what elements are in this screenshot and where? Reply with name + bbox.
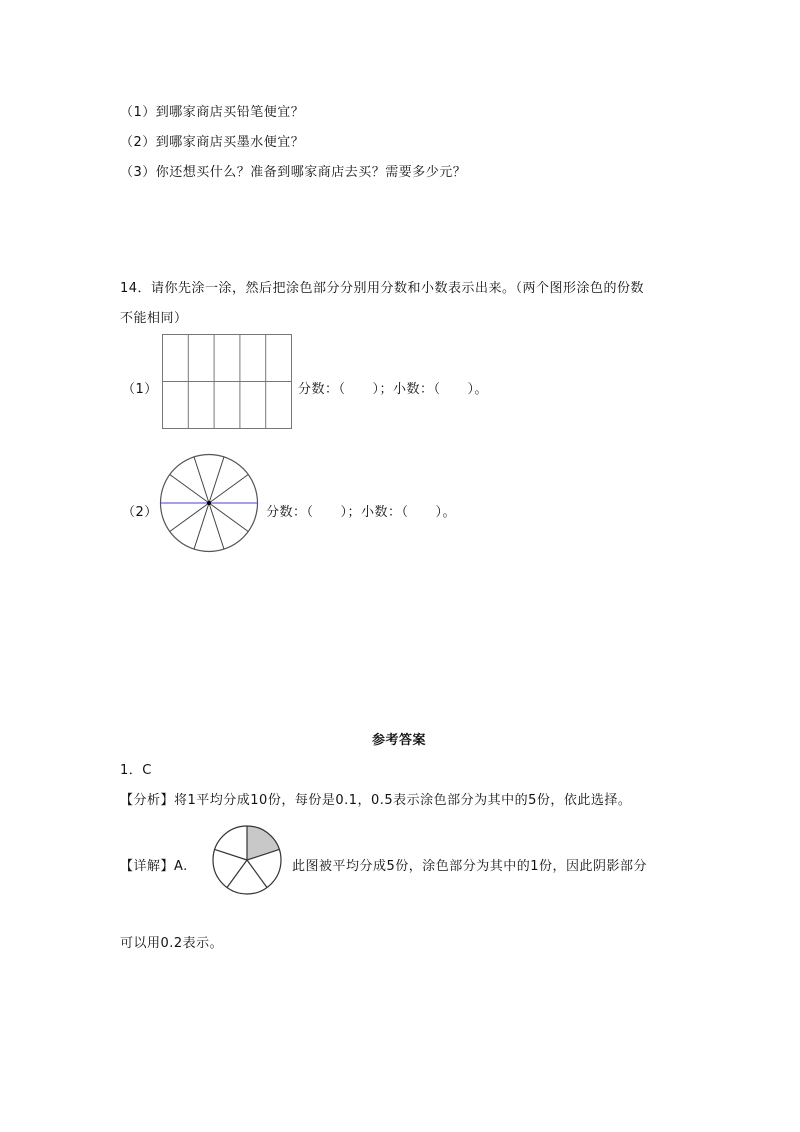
q13-part-2: （2）到哪家商店买墨水便宜？ [120,135,305,150]
answer-detail-text: 此图被平均分成5份，涂色部分为其中的1份，因此阴影部分 [292,859,648,874]
q14-part2-label: （2） [122,505,158,520]
answer-detail-continuation: 可以用0.2表示。 [120,936,224,951]
rectangle-grid-figure[interactable] [162,334,292,429]
q14-part2-answer-blanks[interactable]: 分数：（ ）；小数：（ ）。 [266,505,457,520]
answer-item-1: 1．C [120,763,152,778]
answers-heading: 参考答案 [372,733,427,748]
q14-part1-answer-blanks[interactable]: 分数：（ ）；小数：（ ）。 [298,382,489,397]
q14-intro-line1: 14．请你先涂一涂，然后把涂色部分分别用分数和小数表示出来。（两个图形涂色的份数 [120,281,645,296]
circle-center-dot [207,501,211,505]
pie-radius-line [215,849,247,860]
q14-part1-label: （1） [122,382,158,397]
answer-detail-prefix: 【详解】A. [120,859,188,874]
pie-radius-line [227,860,247,888]
q13-part-3: （3）你还想买什么？准备到哪家商店去买？需要多少元？ [120,165,467,180]
answer-analysis: 【分析】将1平均分成10份，每份是0.1，0.5表示涂色部分为其中的5份，依此选择。 [120,793,632,808]
q14-intro-line2: 不能相同） [120,311,188,326]
circle-figure[interactable] [159,453,259,553]
pie-radius-line [247,860,267,888]
q13-part-1: （1）到哪家商店买铅笔便宜？ [120,105,305,120]
pie-figure [212,825,282,895]
